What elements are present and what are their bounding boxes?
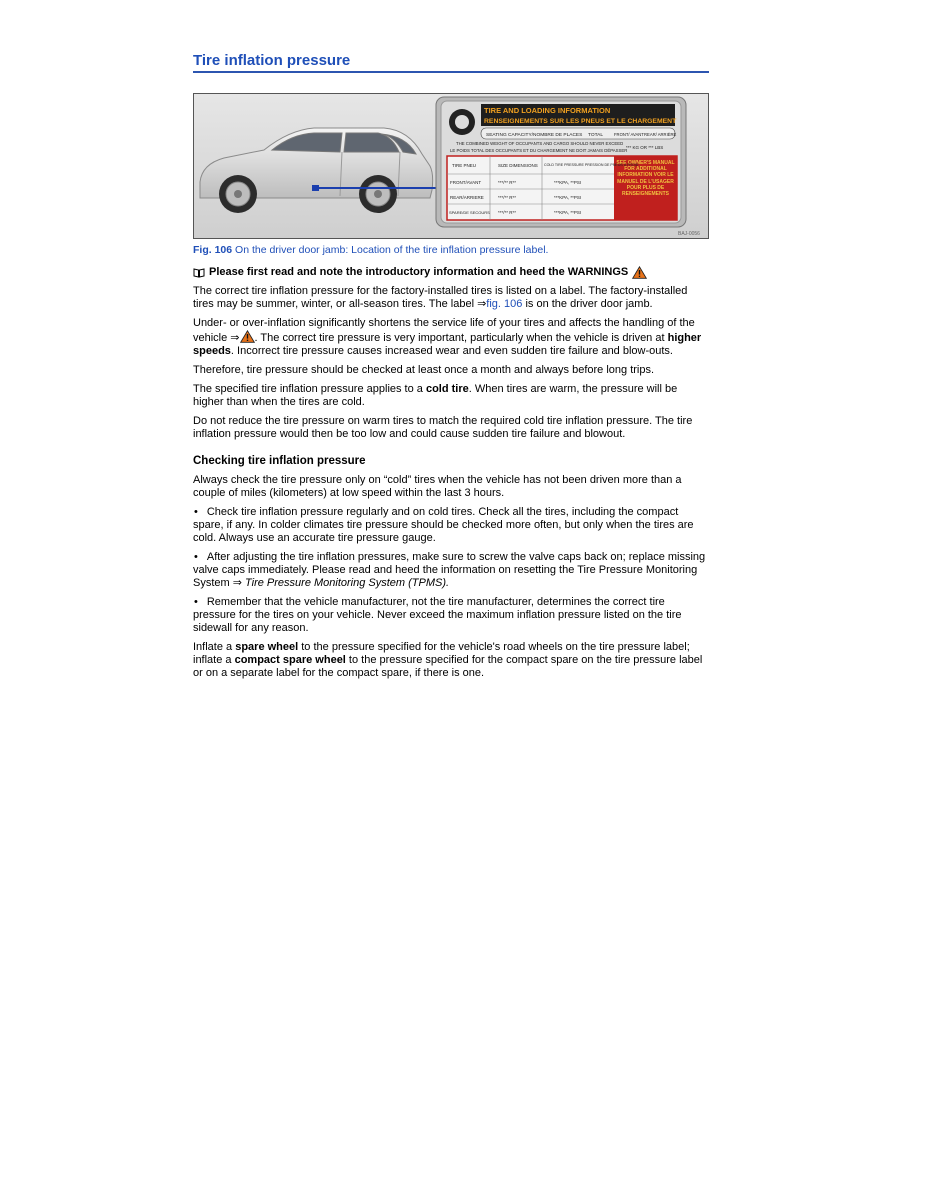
figure-code: BAJ-0056: [678, 231, 700, 237]
paragraph: Always check the tire pressure only on “cold” tires when the vehicle has not been driven more than a couple of miles (kilometers) at low speed within the last 3 hours.: [193, 474, 682, 499]
list-item: • After adjusting the tire inflation pressures, make sure to screw the valve caps back on; replace missing valve caps immediately. Please read and heed the information on resetting the Tire Pressure Monitoring System ⇒ Tire Pressure Monitoring System (TPMS).: [193, 551, 709, 590]
label-col-pressure: COLD TIRE PRESSURE PRESSION DE PNEUS À FROID: [544, 163, 639, 167]
paragraph: The specified tire inflation pressure applies to a cold tire. When tires are warm, the pressure will be higher than when the tires are cold.: [193, 383, 678, 408]
list-item: • Check tire inflation pressure regularly and on cold tires. Check all the tires, including the compact spare, if any. In colder climates tire pressure should be checked more often, but only when the tires are cold. Always use an accurate tire pressure gauge.: [193, 506, 709, 545]
label-row-size: ***/** R**: [498, 180, 517, 185]
label-seating: SEATING CAPACITY/NOMBRE DE PLACES: [486, 133, 583, 138]
tpms-link[interactable]: Tire Pressure Monitoring System (TPMS).: [245, 577, 450, 589]
label-weight-en: THE COMBINED WEIGHT OF OCCUPANTS AND CARGO SHOULD NEVER EXCEED: [456, 141, 624, 146]
label-weight-fr: LE POIDS TOTAL DES OCCUPANTS ET DU CHARGEMENT NE DOIT JAMAIS DÉPASSER: [450, 148, 628, 153]
body-text: [193, 266, 709, 686]
figure-number: Fig. 106: [193, 244, 233, 256]
label-row-tire: FRONT/AVANT: [450, 180, 482, 185]
label-row-pressure: ***KPA, **PSI: [554, 195, 582, 200]
fig-106-link[interactable]: fig. 106: [486, 298, 523, 310]
list-item: • Remember that the vehicle manufacturer, not the tire manufacturer, determines the correct tire pressure for the tires on your vehicle. Never exceed the maximum inflation pressure listed on the tire sidewall for any reason.: [193, 596, 709, 635]
intro-text: Please first read and note the introductory information and heed the WARNINGS: [209, 266, 629, 278]
label-row-size: ***/** R**: [498, 210, 517, 215]
warning-icon[interactable]: [632, 266, 647, 279]
label-row-size: ***/** R**: [498, 195, 517, 200]
label-col-size: SIZE DIMENSIONS: [498, 163, 538, 168]
tire-label-illustration: [194, 94, 708, 238]
paragraph: Inflate a spare wheel to the pressure specified for the vehicle's road wheels on the tire pressure label; inflate a compact spare wheel to the pressure specified for the compact spare on the tire pressure label or on a separate label for the compact spare, if there is one.: [193, 641, 703, 679]
label-side-note: SEE OWNER'S MANUAL FOR ADDITIONAL INFORMATION VOIR LE MANUEL DE L'USAGER POUR PLUS DE RENSEIGNEMENTS: [616, 160, 675, 198]
label-weight-value: *** KG OR *** LBS: [626, 145, 664, 150]
section-heading: Checking tire inflation pressure: [193, 455, 366, 467]
tire-information-label: [436, 97, 686, 227]
paragraph: Do not reduce the tire pressure on warm tires to match the required cold tire inflation pressure. The tire inflation pressure would then be too low and could cause sudden tire failure and blowout.: [193, 415, 693, 440]
figure-caption: [193, 244, 548, 256]
label-col-tire: TIRE PNEU: [452, 163, 477, 168]
paragraph: The correct tire inflation pressure for the factory-installed tires is listed on a label. The factory-installed tires may be summer, winter, or all-season tires. The label ⇒fig. 106 is on the driver door jamb.: [193, 285, 688, 310]
label-row-tire: SPARE/DE SECOURS: [449, 210, 490, 215]
intro-note: [193, 266, 709, 279]
label-row-tire: REAR/ARRIERE: [450, 195, 484, 200]
figure-106: [193, 93, 709, 239]
paragraph: Therefore, tire pressure should be checked at least once a month and always before long trips.: [193, 364, 655, 376]
label-total: TOTAL: [588, 133, 604, 138]
page-title: Tire inflation pressure: [193, 52, 709, 73]
label-title-fr: RENSEIGNEMENTS SUR LES PNEUS ET LE CHARGEMENT: [484, 118, 677, 125]
label-rear: REAR/ ARRIÈRE: [644, 132, 677, 137]
warning-icon[interactable]: [240, 330, 255, 343]
book-icon: [193, 268, 205, 278]
label-row-pressure: ***KPA, **PSI: [554, 180, 582, 185]
caption-text: On the driver door jamb: Location of the tire inflation pressure label.: [232, 244, 549, 256]
label-row-pressure: ***KPA, **PSI: [554, 210, 582, 215]
label-front: FRONT/ AVANT: [614, 132, 644, 137]
label-title-en: TIRE AND LOADING INFORMATION: [484, 106, 611, 115]
paragraph: Under- or over-inflation significantly shortens the service life of your tires and affects the handling of the vehicle ⇒ . The correct tire pressure is very important, particularly when the vehicle is driven at higher speeds. Incorrect tire pressure causes increased wear and even sudden tire failure and blow-outs.: [193, 317, 702, 357]
